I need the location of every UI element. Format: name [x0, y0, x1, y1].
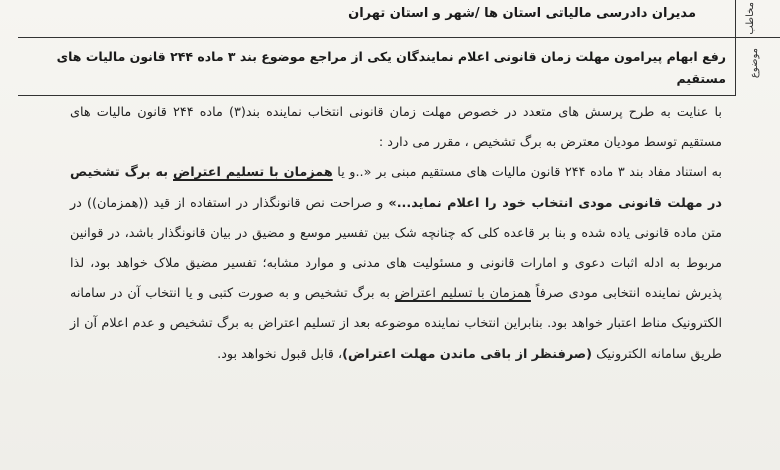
emphasis-bold: به برگ تشخیص در مهلت قانونی مودی انتخاب خود را اعلام نماید...» [70, 165, 722, 211]
paragraph-main [70, 158, 722, 369]
letter-body [70, 98, 722, 370]
subject-text: رفع ابهام پیرامون مهلت زمان قانونی اعلام نمایندگان یکی از مراجع موضوع بند ۳ ماده ۲۴۴ قانون مالیات های مستقیم [56, 49, 726, 86]
text-run: و صراحت نص قانونگذار در استفاده از قید ((همزمان)) در متن ماده قانونی یاده شده و بنا بر قاعده کلی که چنانچه شک بین تفسیر موسع و مضیق در بیان قانونگذار باشد، در قوانین مربوط به ادله اثبات دعوی و امارات قانونی و مسئولیت های مدنی و موارد مشابه؛ تفسیر مضیق ملاک خواهد بود، لذا پذیرش نماینده انتخابی مودی صرفاً [70, 195, 722, 302]
subject-row [18, 37, 736, 96]
recipient-label: مخاطب [745, 2, 756, 35]
paragraph-intro: با عنایت به طرح پرسش های متعدد در خصوص مهلت زمان قانونی انتخاب نماینده بند(۳) ماده ۲۴۴ قانون مالیات های مستقیم توسط مودیان معترض به برگ تشخیص ، مقرر می دارد : [70, 105, 722, 151]
margin-column [735, 0, 780, 96]
recipient-text: مدیران دادرسی مالیاتی استان ها /شهر و استان تهران [348, 6, 696, 21]
emphasis-bold: (صرفنظر از باقی ماندن مهلت اعتراض) [342, 346, 593, 362]
text-run: به استناد مفاد بند ۳ ماده ۲۴۴ قانون مالیات های مستقیم مبنی بر «..و یا [332, 165, 722, 181]
emphasis-underlined: همزمان با تسلیم اعتراض [394, 286, 531, 302]
emphasis-underlined: همزمان با تسلیم اعتراض [173, 165, 333, 181]
text-run: به برگ تشخیص و به صورت کتبی و یا انتخاب آن در سامانه الکترونیک مناط اعتبار خواهد بود. بنابراین انتخاب نماینده موضوعه بعد از تسلیم اعتراض به برگ تشخیص و عدم اعلام آن از طریق سامانه الکترونیک [70, 286, 722, 362]
text-run: ، قابل قبول نخواهد بود. [217, 346, 343, 362]
margin-divider [736, 37, 780, 38]
recipient-row [18, 0, 736, 38]
subject-label: موضوع [749, 48, 760, 79]
